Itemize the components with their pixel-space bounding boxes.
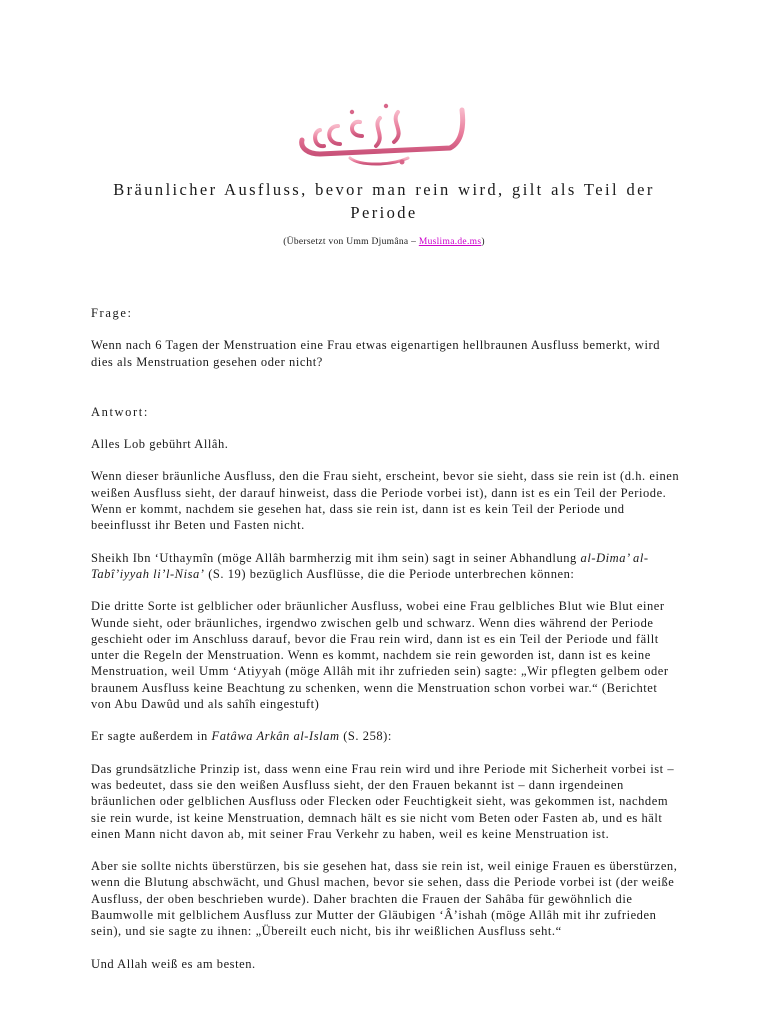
citation-text: Er sagte außerdem in [91, 729, 212, 744]
answer-paragraph: Aber sie sollte nichts überstürzen, bis sie gesehen hat, dass sie rein ist, weil einige Frauen es überstürzen, wenn die Blutung abschwächt, und Ghusl machen, bevor sie sehen, dass die Periode vorbei ist (der weiße Ausfluss, der oben beschrieben wurde). Daher brachten die Frauen der Sahâba für gewöhnlich die Baumwolle mit gelblichem Ausfluss zur Mutter der Gläubigen ‘Â’ishah (möge Allâh mit ihr zufrieden sein), und sie sagte zu ihnen: „Übereilt euch nicht, bis ihr weißlichen Ausfluss seht.“ [91, 859, 678, 939]
book-title: al-Dima’ al-Tabî’iyyah li’l-Nisa’ [91, 550, 649, 581]
answer-paragraph [91, 550, 681, 583]
bismillah-calligraphy-icon [290, 92, 480, 170]
answer-paragraph: Die dritte Sorte ist gelblicher oder bräunlicher Ausfluss, wobei eine Frau gelbliches Blut wie Blut einer Wunde sieht, oder bräunliches, irgendwo zwischen gelb und schwarz. Wenn dies während der Periode geschieht oder im Anschluss darauf, bevor die Frau rein wird, dann ist es ein Teil der Periode und fällt unter die Regeln der Menstruation. Wenn es kommt, nachdem sie rein geworden ist, dann ist es keine Menstruation, weil Umm ‘Atiyyah (möge Allâh mit ihr zufrieden sein) sagte: „Wir pflegten gelbem oder braunem Ausfluss keine Beachtung zu schenken, wenn die Menstruation schon vorbei war.“ (Berichtet von Abu Dawûd und als sahîh eingestuft) [91, 599, 669, 712]
document-title: Bräunlicher Ausfluss, bevor man rein wird, gilt als Teil der Periode [113, 180, 655, 222]
answer-paragraph: Wenn dieser bräunliche Ausfluss, den die Frau sieht, erscheint, bevor sie sieht, dass sie rein ist (d.h. einen weißen Ausfluss sieht, der darauf hinweist, dass die Periode vorbei ist), dann ist es ein Teil der Periode. Wenn er kommt, nachdem sie gesehen hat, dass sie rein ist, dann ist es kein Teil der Periode und beeinflusst ihr Beten und Fasten nicht. [91, 469, 680, 533]
closing-line: Und Allah weiß es am besten. [91, 956, 256, 971]
answer-paragraph [91, 728, 681, 744]
translation-credit-suffix: ) [481, 237, 485, 247]
question-label: Frage: [91, 306, 133, 320]
source-link[interactable]: Muslima.de.ms [418, 237, 482, 247]
citation-text: (S. 258): [339, 729, 392, 744]
question-text: Wenn nach 6 Tagen der Menstruation eine Frau etwas eigenartigen hellbraunen Ausfluss bemerkt, wird dies als Menstruation gesehen oder nicht? [91, 338, 660, 369]
translation-credit [80, 236, 688, 248]
book-title: Fatâwa Arkân al-Islam [211, 729, 340, 744]
answer-paragraph: Das grundsätzliche Prinzip ist, dass wenn eine Frau rein wird und ihre Periode mit Sicherheit vorbei ist – was bedeutet, dass sie den weißen Ausfluss sieht, der den Frauen bekannt ist – dann irgendeinen bräunlichen oder gelblichen Ausfluss oder Flecken oder Feuchtigkeit sieht, was gekommen ist, nachdem sie rein wurde, ist keine Menstruation, demnach hält es sie nicht vom Beten oder Fasten ab, und es hält einen Mann nicht davon ab, mit seiner Frau Verkehr zu haben, weil es keine Menstruation ist. [91, 761, 675, 841]
answer-label: Antwort: [91, 404, 149, 419]
citation-text: (S. 19) bezüglich Ausflüsse, die die Periode unterbrechen können: [204, 566, 575, 581]
document-body [91, 305, 681, 972]
citation-text: Sheikh Ibn ‘Uthaymîn (möge Allâh barmherzig mit ihm sein) sagt in seiner Abhandlung [91, 550, 581, 565]
translation-credit-prefix: (Übersetzt von Umm Djumâna – [283, 237, 419, 247]
praise-line: Alles Lob gebührt Allâh. [91, 437, 229, 452]
